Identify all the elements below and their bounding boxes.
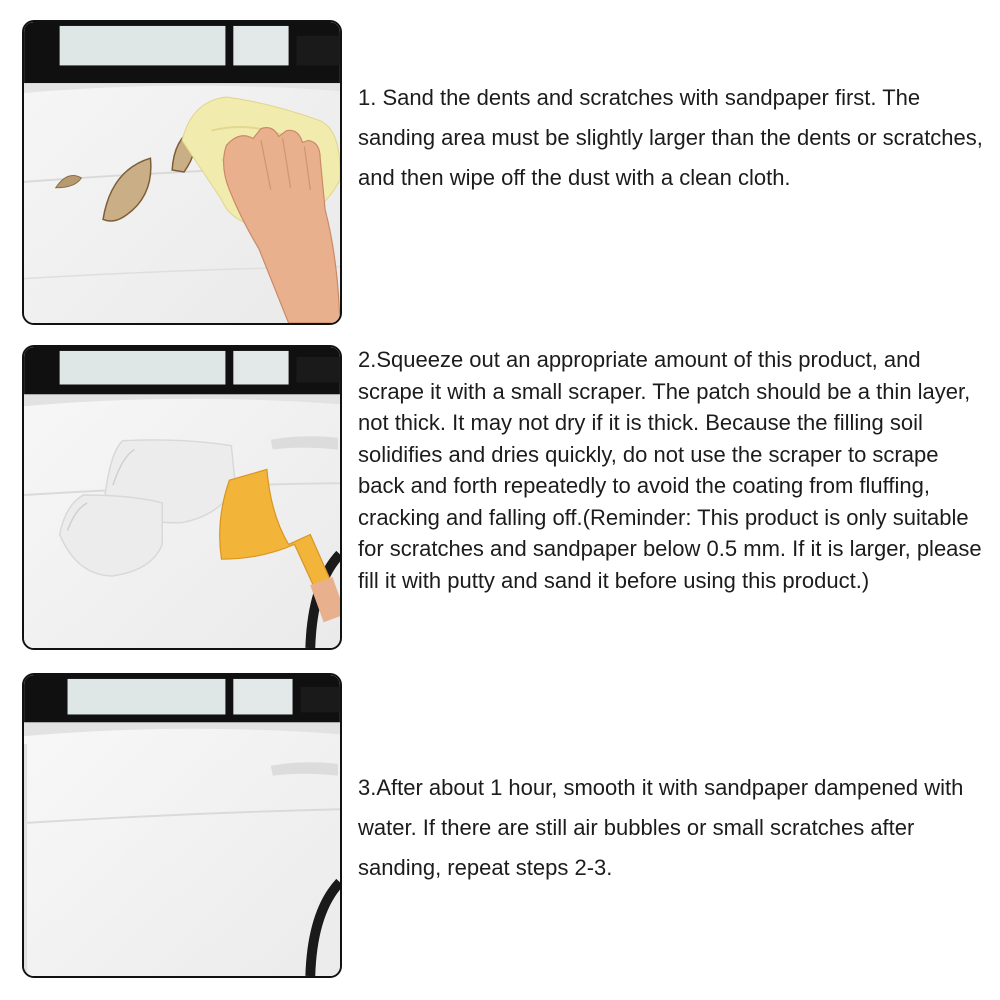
car-door-smoothed-image: [24, 675, 340, 976]
step-2-text: 2.Squeeze out an appropriate amount of this product, and scrape it with a small scraper. The patch should be a thin layer, not thick. It may not dry if it is thick. Because the filling soil solidifies and dries quickly, do not use the scraper to scrape back and forth repeatedly to avoid the coating from fluffing, cracking and falling off.(Reminder: This product is only suitable for scratches and sandpaper below 0.5 mm. If it is larger, please fill it with putty and sand it before using this product.): [358, 347, 982, 593]
car-door-sanding-image: [24, 22, 340, 323]
step-3-photo: [22, 673, 342, 978]
step-1-text: 1. Sand the dents and scratches with sandpaper first. The sanding area must be slightly larger than the dents or scratches, and then wipe off the dust with a clean cloth.: [358, 85, 983, 190]
step-2-photo: [22, 345, 342, 650]
car-door-scraping-image: [24, 347, 340, 648]
step-3-text: 3.After about 1 hour, smooth it with sandpaper dampened with water. If there are still air bubbles or small scratches after sanding, repeat steps 2-3.: [358, 775, 964, 880]
step-1-photo: [22, 20, 342, 325]
